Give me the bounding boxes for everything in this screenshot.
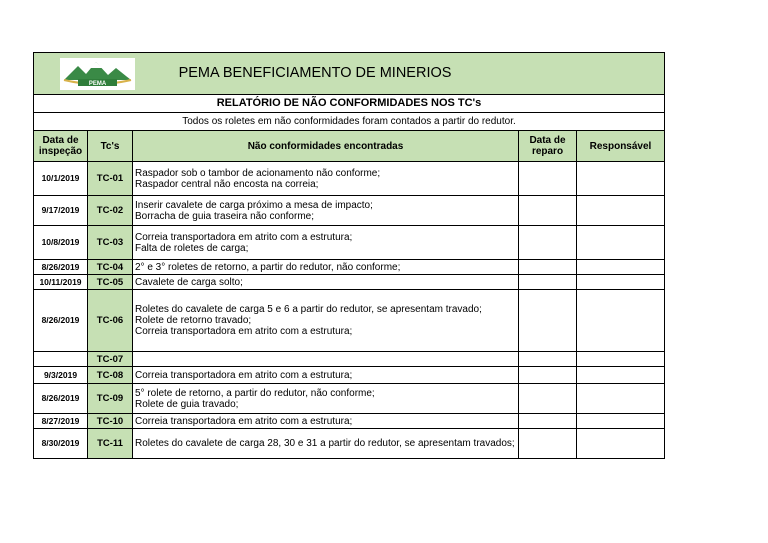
tc-id: TC-03 (88, 226, 133, 260)
column-header-row (34, 131, 665, 162)
repair-date-cell (519, 260, 577, 275)
nonconformity-cell (133, 367, 519, 384)
repair-date-cell (519, 384, 577, 414)
col-owner-header: Responsável (577, 131, 665, 162)
nonconformity-line: Correia transportadora em atrito com a estrutura; (135, 231, 353, 243)
tc-id: TC-05 (88, 275, 133, 290)
table-row (34, 290, 665, 352)
tc-id: TC-10 (88, 414, 133, 429)
title-cell (34, 53, 665, 95)
responsible-cell (577, 226, 665, 260)
nonconformity-line: 2° e 3° roletes de retorno, a partir do redutor, não conforme; (135, 261, 401, 273)
responsible-cell (577, 196, 665, 226)
table-row (34, 384, 665, 414)
inspection-date: 10/1/2019 (34, 162, 88, 196)
inspection-date: 8/26/2019 (34, 260, 88, 275)
page-title: PEMA BENEFICIAMENTO DE MINERIOS (178, 65, 452, 81)
tc-id: TC-11 (88, 429, 133, 459)
pema-logo (60, 58, 135, 90)
nonconformity-line: Correia transportadora em atrito com a estrutura; (135, 326, 353, 337)
repair-date-cell (519, 162, 577, 196)
table-row (34, 429, 665, 459)
table-row (34, 226, 665, 260)
responsible-cell (577, 429, 665, 459)
nonconformity-cell (133, 352, 519, 367)
col-nc-header: Não conformidades encontradas (133, 131, 519, 162)
nonconformity-line: Falta de roletes de carga; (135, 242, 249, 254)
tc-id: TC-06 (88, 290, 133, 352)
table-row (34, 275, 665, 290)
nonconformity-line: Borracha de guia traseira não conforme; (135, 210, 314, 222)
nonconformity-line: Cavalete de carga solto; (135, 276, 243, 288)
repair-date-cell (519, 414, 577, 429)
col-date-header: Data de inspeção (34, 131, 88, 162)
nonconformity-cell (133, 275, 519, 290)
nonconformity-line: Raspador sob o tambor de acionamento não conforme; (135, 167, 381, 179)
table-row (34, 162, 665, 196)
nonconformity-cell (133, 429, 519, 459)
table-row (34, 352, 665, 367)
tc-id: TC-04 (88, 260, 133, 275)
table-row (34, 260, 665, 275)
table-row (34, 414, 665, 429)
responsible-cell (577, 352, 665, 367)
inspection-date: 9/3/2019 (34, 367, 88, 384)
repair-date-cell (519, 196, 577, 226)
nonconformity-line: Rolete de guia travado; (135, 398, 239, 410)
tc-id: TC-09 (88, 384, 133, 414)
nonconformity-line: Inserir cavalete de carga próximo a mesa de impacto; (135, 199, 373, 211)
col-repair-header: Data de reparo (519, 131, 577, 162)
tc-id: TC-07 (88, 352, 133, 367)
nonconformity-cell (133, 290, 519, 352)
repair-date-cell (519, 275, 577, 290)
inspection-date: 8/26/2019 (34, 290, 88, 352)
repair-date-cell (519, 290, 577, 352)
nonconformity-cell (133, 260, 519, 275)
responsible-cell (577, 384, 665, 414)
repair-date-cell (519, 429, 577, 459)
subtitle-row (34, 95, 665, 113)
nonconformity-table (33, 52, 665, 459)
nonconformity-line: Rolete de retorno travado; (135, 315, 252, 326)
nonconformity-cell (133, 414, 519, 429)
nonconformity-cell (133, 384, 519, 414)
inspection-date: 9/17/2019 (34, 196, 88, 226)
inspection-date: 10/11/2019 (34, 275, 88, 290)
responsible-cell (577, 290, 665, 352)
nonconformity-line: Correia transportadora em atrito com a estrutura; (135, 415, 353, 427)
nonconformity-line: Roletes do cavalete de carga 28, 30 e 31 a partir do redutor, se apresentam travados; (135, 438, 515, 449)
inspection-date: 8/30/2019 (34, 429, 88, 459)
responsible-cell (577, 275, 665, 290)
col-tc-header: Tc's (88, 131, 133, 162)
report-subtitle: RELATÓRIO DE NÃO CONFORMIDADES NOS TC's (34, 95, 665, 113)
tc-id: TC-02 (88, 196, 133, 226)
nonconformity-cell (133, 226, 519, 260)
responsible-cell (577, 260, 665, 275)
responsible-cell (577, 414, 665, 429)
title-row (34, 53, 665, 95)
repair-date-cell (519, 352, 577, 367)
nonconformity-line: 5° rolete de retorno, a partir do redutor, não conforme; (135, 387, 375, 399)
repair-date-cell (519, 367, 577, 384)
report-sheet (33, 52, 664, 459)
responsible-cell (577, 367, 665, 384)
inspection-date: 8/26/2019 (34, 384, 88, 414)
inspection-date (34, 352, 88, 367)
report-note: Todos os roletes em não conformidades foram contados a partir do redutor. (34, 113, 665, 131)
inspection-date: 10/8/2019 (34, 226, 88, 260)
nonconformity-line: Correia transportadora em atrito com a estrutura; (135, 369, 353, 381)
tc-id: TC-08 (88, 367, 133, 384)
nonconformity-cell (133, 196, 519, 226)
tc-id: TC-01 (88, 162, 133, 196)
nonconformity-line: Roletes do cavalete de carga 5 e 6 a partir do redutor, se apresentam travado; (135, 304, 482, 315)
responsible-cell (577, 162, 665, 196)
repair-date-cell (519, 226, 577, 260)
table-row (34, 196, 665, 226)
nonconformity-cell (133, 162, 519, 196)
table-row (34, 367, 665, 384)
nonconformity-line: Raspador central não encosta na correia; (135, 178, 319, 190)
note-row (34, 113, 665, 131)
inspection-date: 8/27/2019 (34, 414, 88, 429)
logo-text: PEMA (88, 81, 107, 87)
